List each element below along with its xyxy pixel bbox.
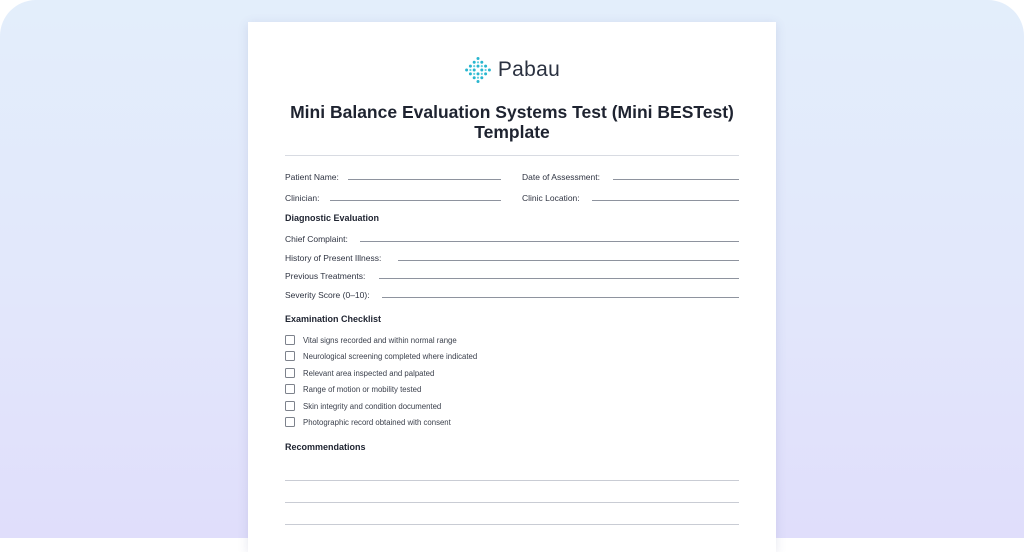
checkbox[interactable]	[285, 335, 295, 345]
patient-name-label: Patient Name:	[285, 172, 339, 182]
checklist-item[interactable]	[285, 400, 441, 412]
checklist-item-label: Skin integrity and condition documented	[303, 401, 442, 411]
previous-treatments-field[interactable]	[379, 278, 739, 279]
previous-treatments-label: Previous Treatments:	[285, 271, 366, 281]
checklist-item[interactable]	[285, 367, 434, 379]
recommendations-line[interactable]	[285, 502, 739, 503]
title-line-2: Template	[474, 122, 550, 142]
examination-checklist-heading: Examination Checklist	[285, 314, 382, 324]
severity-score-label: Severity Score (0–10):	[285, 290, 370, 300]
checklist-item-label: Vital signs recorded and within normal range	[303, 335, 457, 345]
document-sheet	[248, 22, 776, 552]
recommendations-line[interactable]	[285, 524, 739, 525]
patient-name-field[interactable]	[348, 179, 501, 180]
recommendations-heading: Recommendations	[285, 442, 366, 452]
checklist-item[interactable]	[285, 383, 421, 395]
clinician-field[interactable]	[330, 200, 501, 201]
brand-logo	[248, 56, 776, 84]
diagnostic-evaluation-heading: Diagnostic Evaluation	[285, 213, 380, 223]
clinic-location-field[interactable]	[592, 200, 739, 201]
checkbox[interactable]	[285, 384, 295, 394]
checkbox[interactable]	[285, 368, 295, 378]
checklist-item-label: Relevant area inspected and palpated	[303, 368, 435, 378]
brand-name: Pabau	[497, 58, 561, 81]
checklist-item[interactable]	[285, 334, 457, 346]
clinician-label: Clinician:	[285, 193, 320, 203]
date-of-assessment-field[interactable]	[613, 179, 739, 180]
checklist-item[interactable]	[285, 416, 451, 428]
date-of-assessment-label: Date of Assessment:	[522, 172, 600, 182]
checkbox[interactable]	[285, 417, 295, 427]
severity-score-field[interactable]	[382, 297, 739, 298]
checklist-item-label: Range of motion or mobility tested	[303, 384, 422, 394]
clinic-location-label: Clinic Location:	[522, 193, 580, 203]
checklist-item-label: Neurological screening completed where indicated	[303, 351, 478, 361]
history-label: History of Present Illness:	[285, 253, 382, 263]
history-field[interactable]	[398, 260, 739, 261]
recommendations-line[interactable]	[285, 480, 739, 481]
checklist-item[interactable]	[285, 350, 477, 362]
diamond-dot-grid-icon	[464, 56, 492, 84]
checklist-item-label: Photographic record obtained with consent	[303, 417, 451, 427]
title-line-1: Mini Balance Evaluation Systems Test (Mini BESTest)	[290, 102, 734, 122]
document-title	[268, 102, 756, 142]
chief-complaint-label: Chief Complaint:	[285, 234, 348, 244]
checkbox[interactable]	[285, 401, 295, 411]
chief-complaint-field[interactable]	[360, 241, 739, 242]
checkbox[interactable]	[285, 351, 295, 361]
title-divider	[285, 155, 739, 156]
